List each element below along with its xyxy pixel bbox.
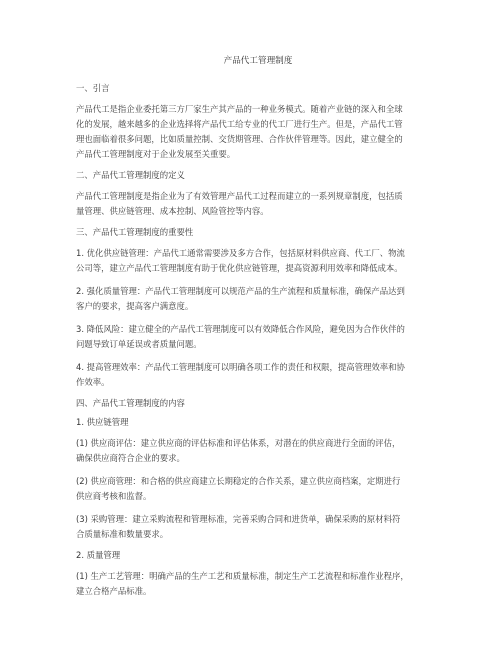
section-heading: 四、产品代工管理制度的内容: [76, 398, 185, 408]
paragraph-line: 供应商考核和监督。: [76, 491, 152, 501]
paragraph-line: 理也面临着很多问题，比如质量控制、交货期管理、合作伙伴管理等。因此，建立健全的: [76, 134, 403, 144]
paragraph-line: 量管理、供应链管理、成本控制、风险管控等内容。: [76, 206, 269, 216]
section-heading: 二、产品代工管理制度的定义: [76, 170, 185, 180]
paragraph: [76, 360, 440, 390]
paragraph-line: (1) 供应商评估：建立供应商的评估标准和评估体系，对潜在的供应商进行全面的评估，: [76, 438, 401, 448]
section-heading: 2. 质量管理: [76, 550, 121, 560]
paragraph-line: 公司等，建立产品代工管理制度有助于优化供应链管理，提高资源利用效率和降低成本。: [76, 263, 403, 273]
paragraph-line: (1) 生产工艺管理：明确产品的生产工艺和质量标准，制定生产工艺流程和标准作业程序，: [76, 571, 409, 581]
paragraph-line: 客户的要求，提高客户满意度。: [76, 301, 194, 311]
paragraph-line: 1. 优化供应链管理：产品代工通常需要涉及多方合作，包括原材料供应商、代工厂、物流: [76, 248, 405, 258]
paragraph: [76, 322, 440, 352]
section-heading: 1. 供应链管理: [76, 417, 129, 427]
document-title: 产品代工管理制度: [223, 56, 293, 66]
paragraph: [76, 474, 440, 504]
paragraph: [76, 512, 440, 542]
paragraph: [76, 436, 440, 466]
paragraph-line: 3. 降低风险：建立健全的产品代工管理制度可以有效降低合作风险，避免因为合作伙伴的: [76, 324, 405, 334]
paragraph-line: 合质量标准和数量要求。: [76, 529, 169, 539]
paragraph-line: 产品代工管理制度对于企业发展至关重要。: [76, 149, 236, 159]
paragraph-line: 建立合格产品标准。: [76, 586, 152, 596]
paragraph-line: (2) 供应商管理：和合格的供应商建立长期稳定的合作关系，建立供应商档案，定期进行: [76, 476, 401, 486]
paragraph: [76, 569, 440, 599]
paragraph: [76, 246, 440, 276]
paragraph-line: 作效率。: [76, 377, 110, 387]
paragraph-line: 确保供应商符合企业的要求。: [76, 453, 185, 463]
paragraph-line: 产品代工管理制度是指企业为了有效管理产品代工过程而建立的一系列规章制度，包括质: [76, 191, 403, 201]
paragraph: [76, 284, 440, 314]
paragraph-line: 化的发展，越来越多的企业选择将产品代工给专业的代工厂进行生产。但是，产品代工管: [76, 119, 403, 129]
paragraph-line: 2. 强化质量管理：产品代工管理制度可以规范产品的生产流程和质量标准，确保产品达到: [76, 286, 405, 296]
document-body: [76, 83, 440, 599]
paragraph-line: 产品代工是指企业委托第三方厂家生产其产品的一种业务模式。随着产业链的深入和全球: [76, 104, 403, 114]
section-heading: 一、引言: [76, 83, 110, 93]
paragraph-line: 4. 提高管理效率：产品代工管理制度可以明确各项工作的责任和权限，提高管理效率和协: [76, 362, 405, 372]
paragraph: [76, 102, 440, 162]
paragraph-line: (3) 采购管理：建立采购流程和管理标准，完善采购合同和进货单，确保采购的原材料符: [76, 514, 401, 524]
paragraph: [76, 189, 440, 219]
section-heading: 三、产品代工管理制度的重要性: [76, 227, 194, 237]
paragraph-line: 问题导致订单延误或者质量问题。: [76, 339, 202, 349]
